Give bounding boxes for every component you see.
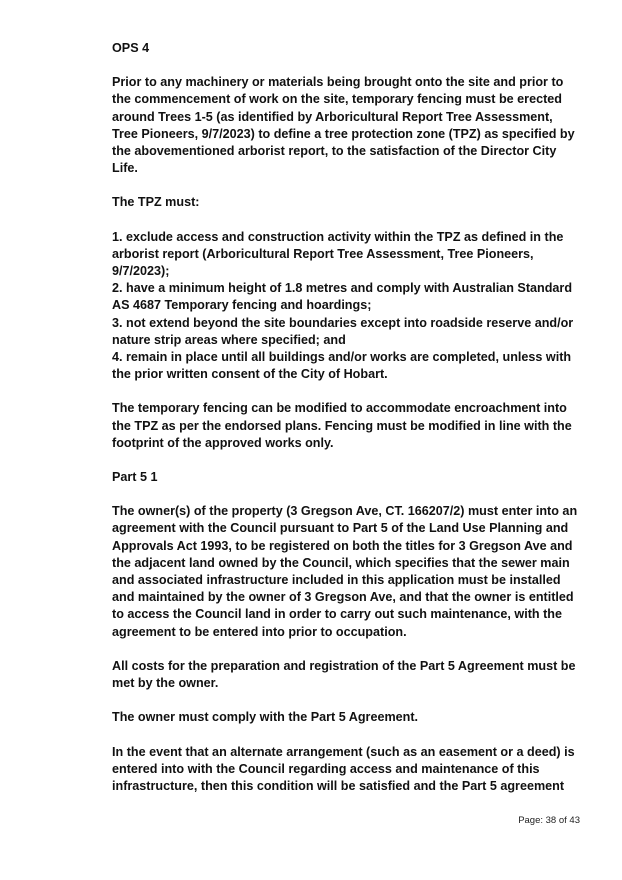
tpz-requirements-list <box>112 229 580 384</box>
list-item: 2. have a minimum height of 1.8 metres and comply with Australian Standard AS 4687 Temporary fencing and hoardings; <box>112 281 573 313</box>
section-heading-part51: Part 5 1 <box>112 470 158 485</box>
ops4-paragraph-1: Prior to any machinery or materials being brought onto the site and prior to the commencement of work on the site, temporary fencing must be erected around Trees 1-5 (as identified by Arboricultural Report Tree Assessment, Tree Pioneers, 9/7/2023) to define a tree protection zone (TPZ) as specified by the abovementioned arborist report, to the satisfaction of the Director City Life. <box>112 75 575 176</box>
part51-paragraph-2: All costs for the preparation and registration of the Part 5 Agreement must be met by the owner. <box>112 658 576 691</box>
part51-paragraph-3: The owner must comply with the Part 5 Agreement. <box>112 710 419 725</box>
part51-paragraph-1: The owner(s) of the property (3 Gregson Ave, CT. 166207/2) must enter into an agreement with the Council pursuant to Part 5 of the Land Use Planning and Approvals Act 1993, to be registered on both the titles for 3 Gregson Ave and the adjacent land owned by the Council, which specifies that the sewer main and associated infrastructure included in this application must be installed and maintained by the owner of 3 Gregson Ave, and that the owner is entitled to access the Council land in order to carry out such maintenance, with the agreement to be entered into prior to occupation. <box>112 504 578 639</box>
section-heading-ops4: OPS 4 <box>112 41 150 55</box>
ops4-paragraph-3: The temporary fencing can be modified to accommodate encroachment into the TPZ as per the endorsed plans. Fencing must be modified in line with the footprint of the approved works only. <box>112 401 572 450</box>
list-item: 3. not extend beyond the site boundaries except into roadside reserve and/or nature strip areas where specified; and <box>112 315 574 347</box>
list-item: 1. exclude access and construction activity within the TPZ as defined in the arborist report (Arboricultural Report Tree Assessment, Tree Pioneers, 9/7/2023); <box>112 229 564 279</box>
page-number: Page: 38 of 43 <box>518 815 580 826</box>
ops4-paragraph-2: The TPZ must: <box>112 195 200 210</box>
list-item: 4. remain in place until all buildings and/or works are completed, unless with the prior written consent of the City of Hobart. <box>112 350 572 382</box>
part51-paragraph-4: In the event that an alternate arrangement (such as an easement or a deed) is entered into with the Council regarding access and maintenance of this infrastructure, then this condition will be satisfied and the Part 5 agreement <box>112 744 575 793</box>
document-page <box>112 40 580 812</box>
